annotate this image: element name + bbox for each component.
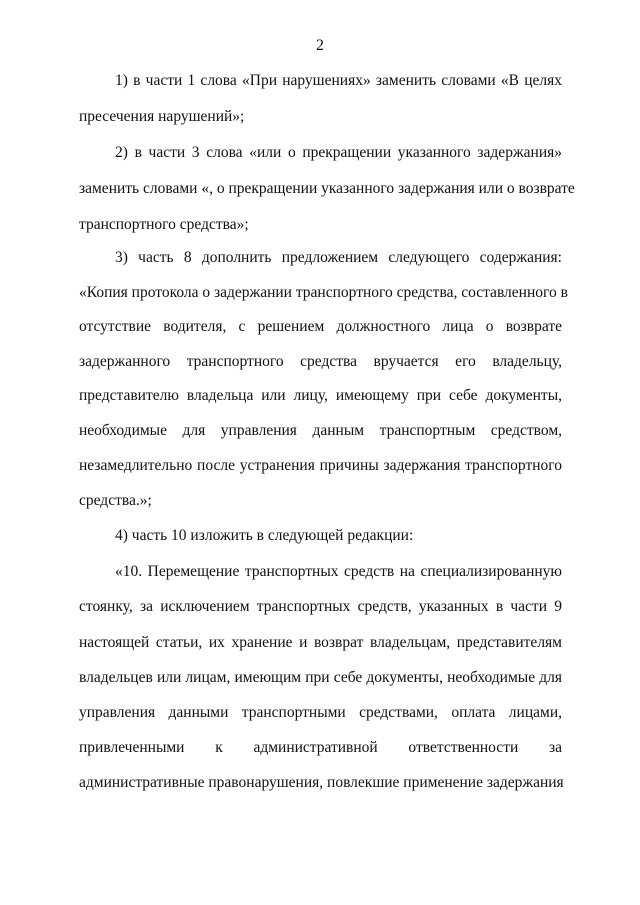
text-line: средства.»; — [79, 492, 152, 509]
text-line: управления данными транспортными средствами, оплата лицами, — [79, 704, 562, 721]
text-line: 4) часть 10 изложить в следующей редакции: — [115, 527, 414, 544]
text-line: административные правонарушения, повлекшие применение задержания — [79, 774, 564, 791]
text-line: незамедлительно после устранения причины задержания транспортного — [79, 457, 562, 474]
page-number: 2 — [316, 37, 324, 54]
text-line: 2) в части 3 слова «или о прекращении указанного задержания» — [115, 144, 562, 161]
text-line: задержанного транспортного средства вручается его владельцу, — [79, 353, 562, 370]
text-line: пресечения нарушений»; — [79, 108, 245, 125]
text-line: «Копия протокола о задержании транспортного средства, составленного в — [79, 284, 568, 301]
text-line: отсутствие водителя, с решением должностного лица о возврате — [79, 318, 562, 335]
text-line: транспортного средства»; — [79, 216, 249, 233]
text-line: заменить словами «, о прекращении указанного задержания или о возврате — [79, 180, 575, 197]
text-line: «10. Перемещение транспортных средств на специализированную — [115, 563, 562, 580]
text-line: 3) часть 8 дополнить предложением следующего содержания: — [115, 249, 562, 266]
text-line: настоящей статьи, их хранение и возврат владельцам, представителям — [79, 634, 562, 651]
text-line: представителю владельца или лицу, имеющему при себе документы, — [79, 387, 562, 404]
text-line: привлеченными к административной ответственности за — [79, 739, 562, 756]
text-line: 1) в части 1 слова «При нарушениях» заменить словами «В целях — [115, 72, 562, 89]
text-line: необходимые для управления данным транспортным средством, — [79, 422, 562, 439]
text-line: владельцев или лицам, имеющим при себе документы, необходимые для — [79, 669, 562, 686]
text-line: стоянку, за исключением транспортных средств, указанных в части 9 — [79, 598, 562, 615]
